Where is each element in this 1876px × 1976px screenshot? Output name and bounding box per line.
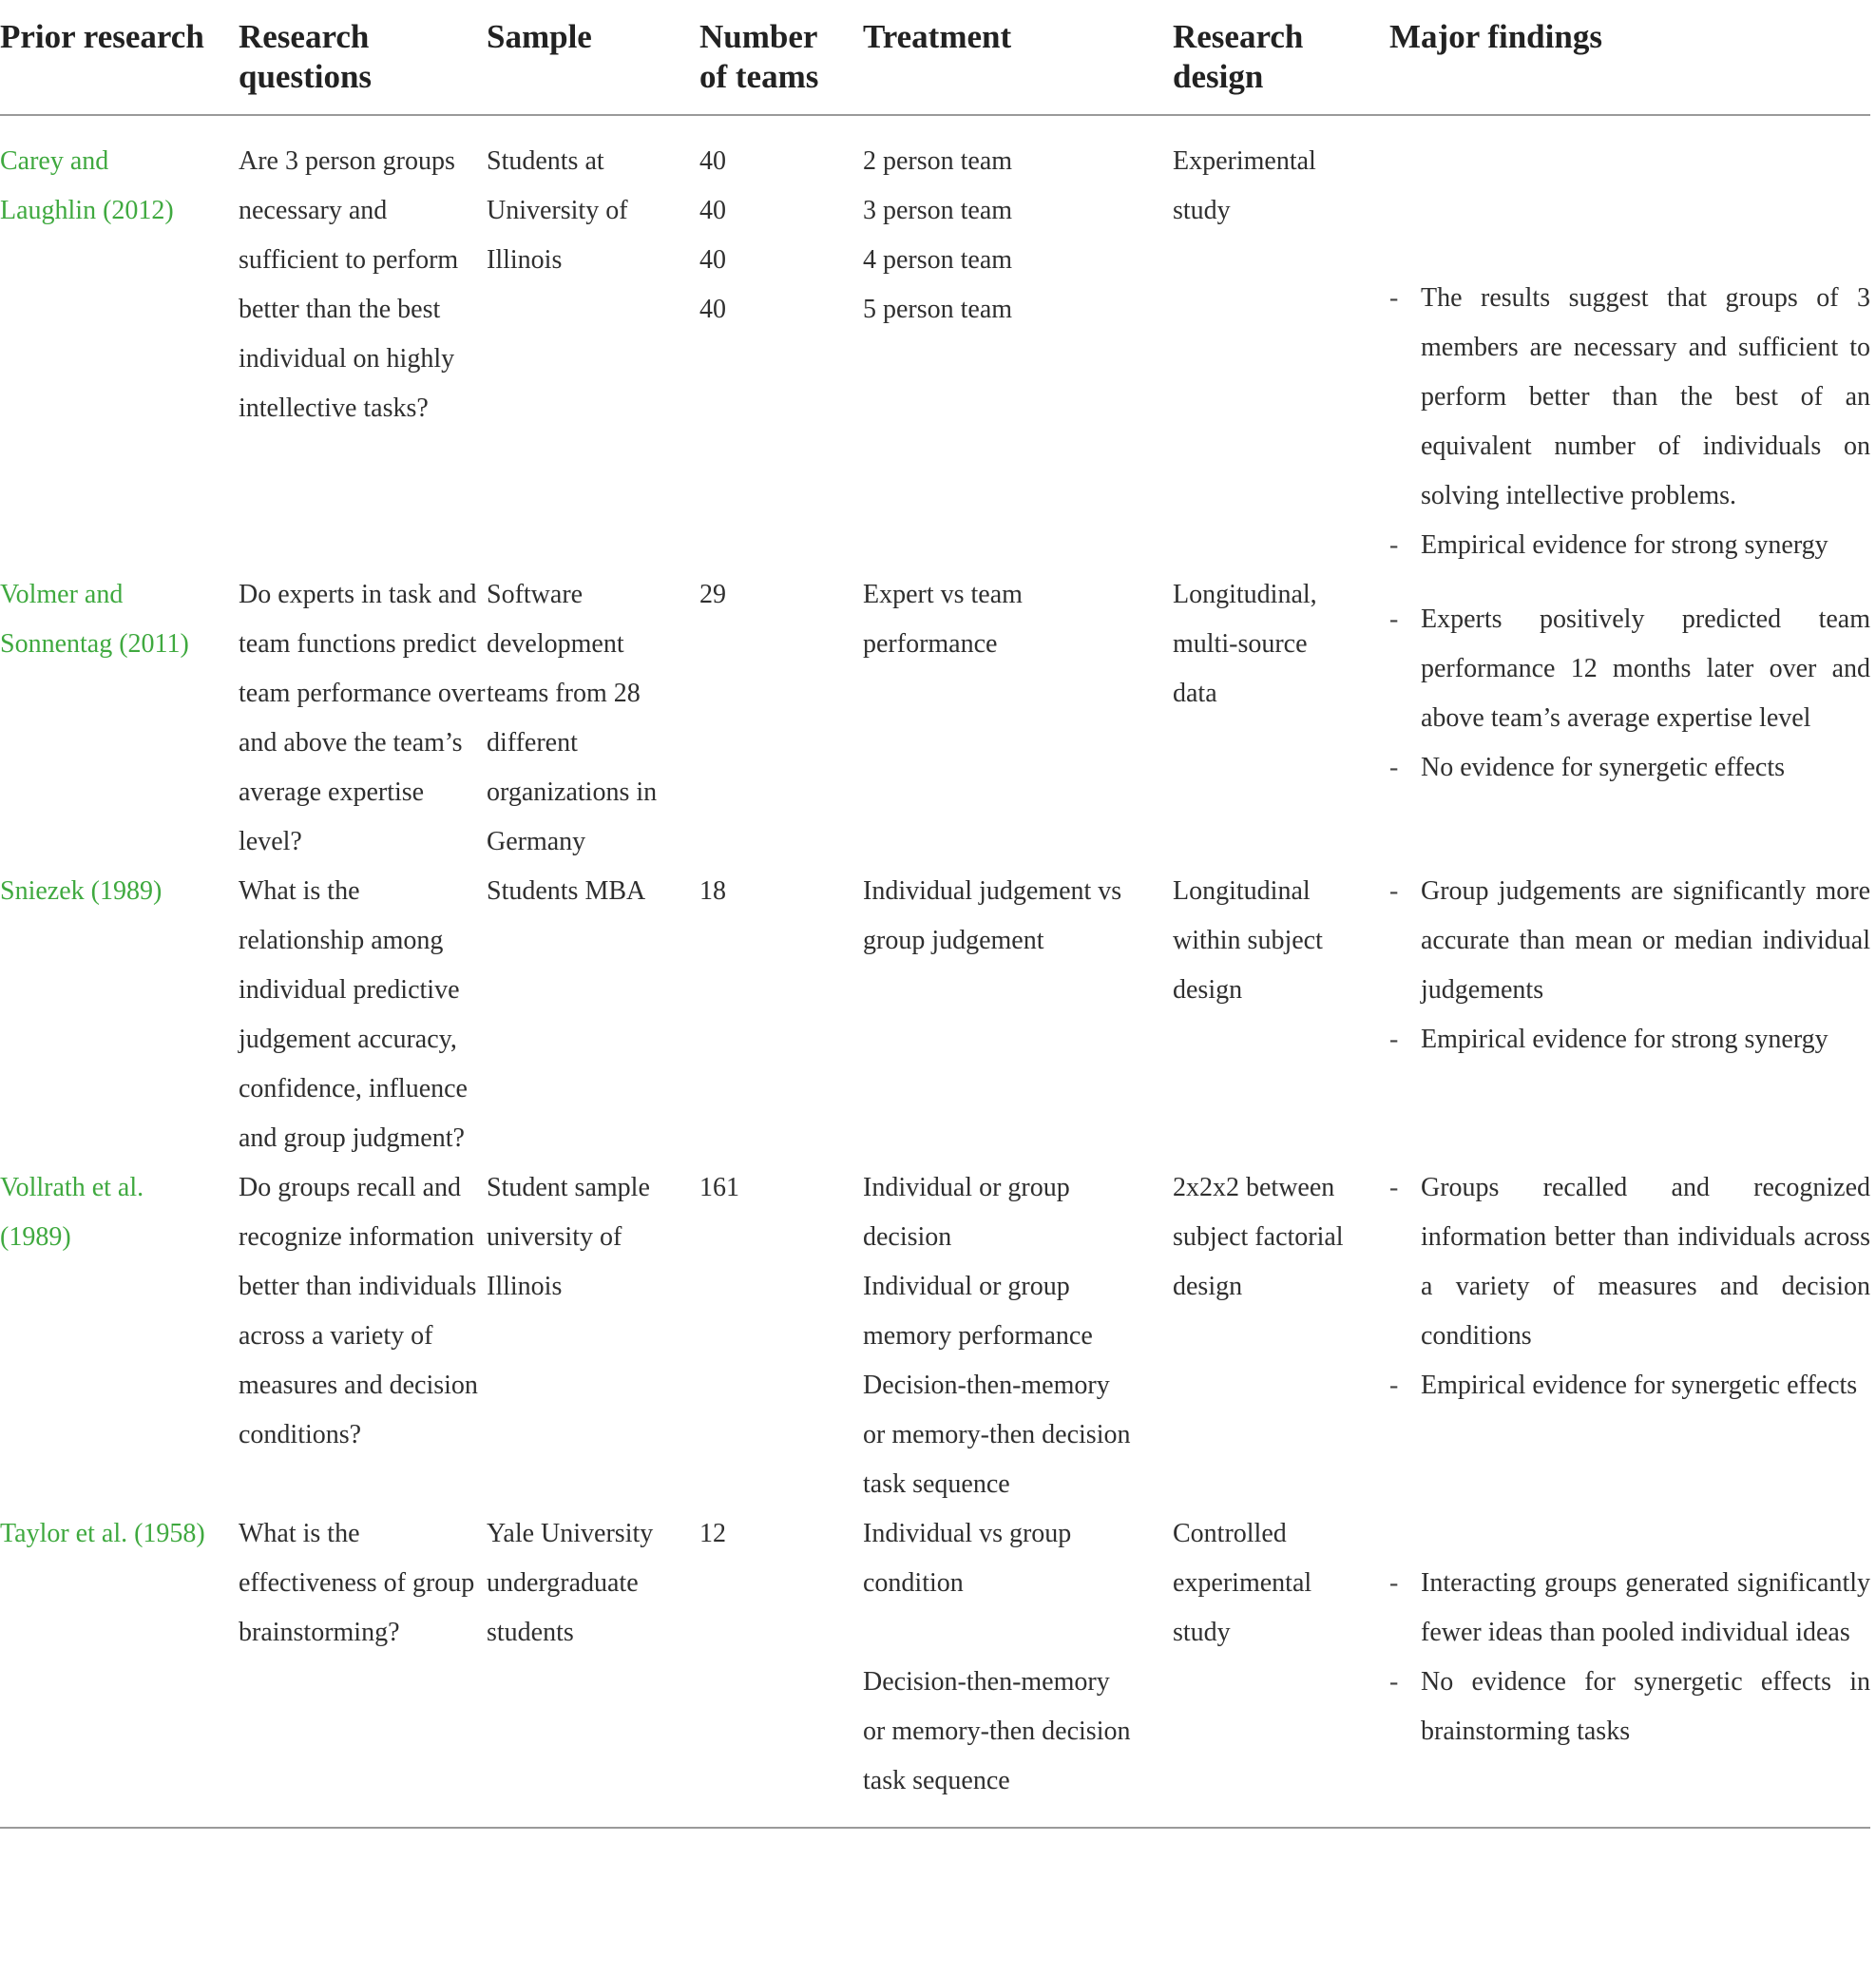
findings-list bbox=[1389, 1509, 1870, 1756]
treatment-cell: 2 person team 3 person team 4 person team 5 person team bbox=[863, 146, 1013, 324]
citation-link[interactable]: Sniezek (1989) bbox=[0, 876, 163, 906]
sample-cell: Yale University undergraduate students bbox=[487, 1509, 699, 1828]
major-findings-cell bbox=[1389, 1163, 1870, 1509]
finding-item: - No evidence for synergetic effects bbox=[1389, 743, 1870, 793]
finding-item: - Empirical evidence for strong synergy bbox=[1389, 521, 1870, 570]
research-question-cell: Are 3 person groups necessary and sufficient to perform better than the best individual on highly intellective tasks? bbox=[239, 146, 459, 423]
table-row bbox=[0, 115, 1870, 570]
treatment-cell: Individual vs group condition Decision-then-memory or memory-then decision task sequence bbox=[863, 1509, 1173, 1828]
research-question-cell: What is the effectiveness of group brainstorming? bbox=[239, 1509, 487, 1828]
findings-list bbox=[1389, 137, 1870, 570]
table-row bbox=[0, 1509, 1870, 1828]
table-row bbox=[0, 570, 1870, 867]
team-count-cell: 29 bbox=[699, 580, 726, 609]
findings-list bbox=[1389, 1163, 1870, 1410]
major-findings-cell bbox=[1389, 115, 1870, 570]
citation-link[interactable]: Volmer and Sonnentag (2011) bbox=[0, 580, 189, 659]
major-findings-cell bbox=[1389, 570, 1870, 867]
column-header-number-of-teams: Number of teams bbox=[699, 17, 863, 115]
treatment-cell: Expert vs team performance bbox=[863, 580, 1023, 659]
major-findings-cell bbox=[1389, 867, 1870, 1163]
research-design-cell: Controlled experimental study bbox=[1173, 1509, 1389, 1828]
column-header-sample: Sample bbox=[487, 17, 699, 115]
sample-cell: Student sample university of Illinois bbox=[487, 1173, 650, 1301]
column-header-research-design: Research design bbox=[1173, 17, 1389, 115]
citation-link[interactable]: Carey and Laughlin (2012) bbox=[0, 146, 174, 225]
team-count-cell: 12 bbox=[699, 1509, 863, 1828]
research-design-cell: Longitudinal, multi-source data bbox=[1173, 580, 1317, 708]
prior-research-table bbox=[0, 17, 1870, 1829]
team-count-cell: 40 40 40 40 bbox=[699, 146, 726, 324]
major-findings-cell bbox=[1389, 1509, 1870, 1828]
finding-item: - Groups recalled and recognized information better than individuals across a variety of measures and decision conditions bbox=[1389, 1163, 1870, 1361]
research-question-cell: Do experts in task and team functions predict team performance over and above the team’s average expertise level? bbox=[239, 580, 486, 856]
sample-cell: Software development teams from 28 different organizations in Germany bbox=[487, 580, 658, 856]
column-header-major-findings: Major findings bbox=[1389, 17, 1870, 115]
team-count-cell: 18 bbox=[699, 876, 726, 906]
research-design-cell: Longitudinal within subject design bbox=[1173, 876, 1323, 1005]
finding-item: - Group judgements are significantly more accurate than mean or median individual judgements bbox=[1389, 867, 1870, 1015]
table-header-row bbox=[0, 17, 1870, 115]
sample-cell: Students MBA bbox=[487, 876, 646, 906]
treatment-cell: Individual judgement vs group judgement bbox=[863, 876, 1122, 955]
citation-link[interactable]: Vollrath et al. (1989) bbox=[0, 1173, 144, 1252]
finding-item: - Empirical evidence for strong synergy bbox=[1389, 1015, 1870, 1065]
research-question-cell: Do groups recall and recognize information better than individuals across a variety of measures and decision conditions? bbox=[239, 1173, 478, 1449]
finding-item: - Empirical evidence for synergetic effects bbox=[1389, 1361, 1870, 1410]
treatment-cell: Individual or group decision Individual or group memory performance Decision-then-memory or memory-then decision task sequence bbox=[863, 1173, 1131, 1499]
table-row bbox=[0, 1163, 1870, 1509]
research-question-cell: What is the relationship among individual predictive judgement accuracy, confidence, influence and group judgment? bbox=[239, 876, 468, 1153]
findings-list bbox=[1389, 570, 1870, 793]
finding-item: - The results suggest that groups of 3 members are necessary and sufficient to perform better than the best of an equivalent number of individuals on solving intellective problems. bbox=[1389, 274, 1870, 521]
column-header-prior-research: Prior research bbox=[0, 17, 239, 115]
column-header-research-questions: Research questions bbox=[239, 17, 487, 115]
research-design-cell: 2x2x2 between subject factorial design bbox=[1173, 1173, 1344, 1301]
column-header-treatment: Treatment bbox=[863, 17, 1173, 115]
table-row bbox=[0, 867, 1870, 1163]
finding-item: - Experts positively predicted team performance 12 months later over and above team’s average expertise level bbox=[1389, 595, 1870, 743]
findings-list bbox=[1389, 867, 1870, 1065]
citation-link[interactable]: Taylor et al. (1958) bbox=[0, 1509, 239, 1828]
team-count-cell: 161 bbox=[699, 1173, 739, 1202]
research-design-cell: Experimental study bbox=[1173, 146, 1316, 225]
finding-item: - No evidence for synergetic effects in brainstorming tasks bbox=[1389, 1658, 1870, 1756]
finding-item: - Interacting groups generated significantly fewer ideas than pooled individual ideas bbox=[1389, 1559, 1870, 1658]
sample-cell: Students at University of Illinois bbox=[487, 146, 628, 275]
